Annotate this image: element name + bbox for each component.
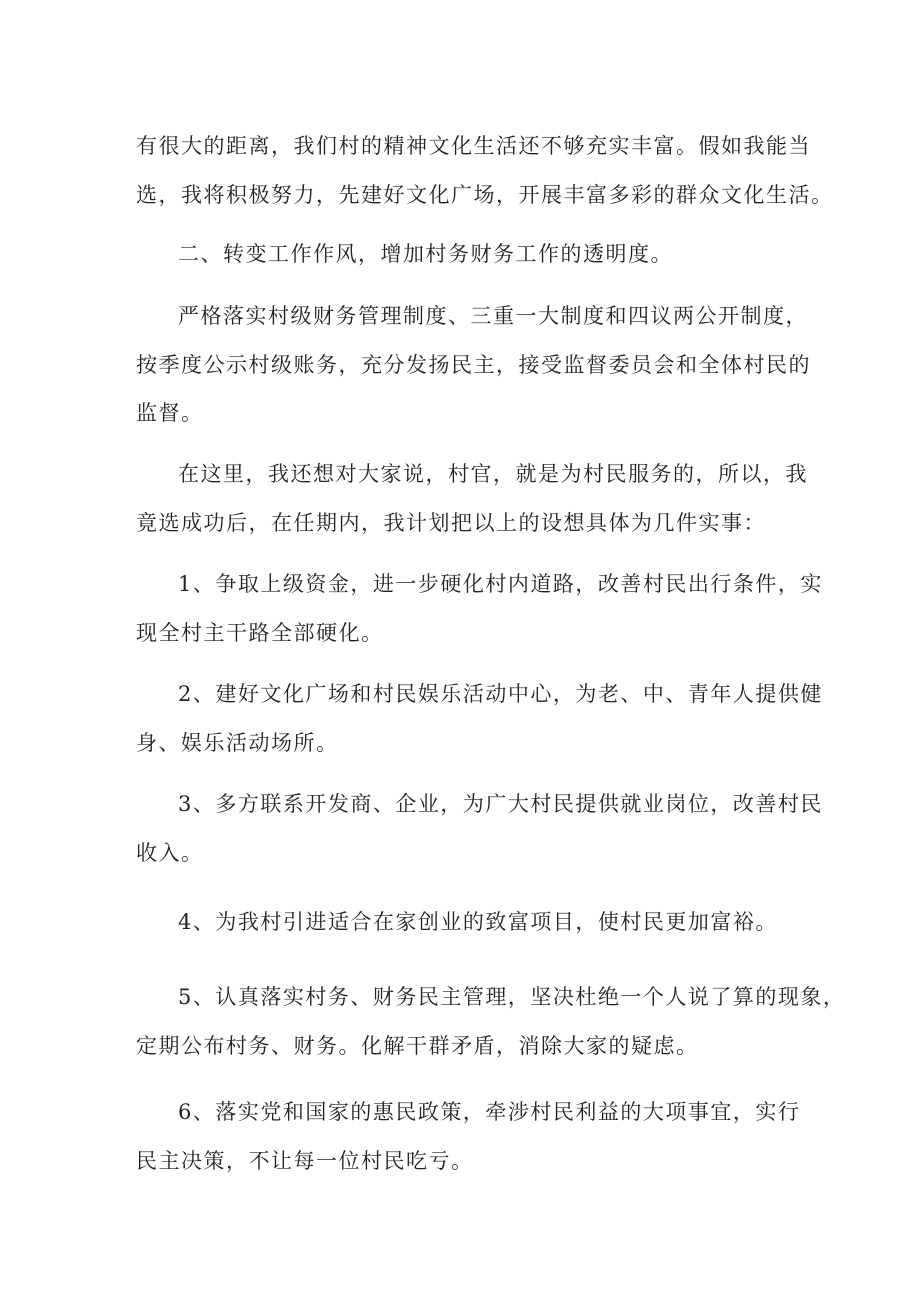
text-line: 按季度公示村级账务，充分发扬民主，接受监督委员会和全体村民的 — [136, 353, 811, 377]
text-line: 现全村主干路全部硬化。 — [136, 621, 384, 645]
text-line: 选，我将积极努力，先建好文化广场，开展丰富多彩的群众文化生活。 — [136, 183, 834, 207]
text-line: 身、娱乐活动场所。 — [136, 731, 339, 755]
text-line: 民主决策，不让每一位村民吃亏。 — [136, 1149, 474, 1173]
text-line: 1、争取上级资金，进一步硬化村内道路，改善村民出行条件，实 — [178, 572, 823, 596]
text-line: 监督。 — [136, 401, 204, 425]
text-line: 严格落实村级财务管理制度、三重一大制度和四议两公开制度， — [178, 304, 808, 328]
text-line: 3、多方联系开发商、企业，为广大村民提供就业岗位，改善村民 — [178, 792, 823, 816]
text-line: 二、转变工作作风，增加村务财务工作的透明度。 — [178, 242, 673, 266]
text-line: 在这里，我还想对大家说，村官，就是为村民服务的，所以，我 — [178, 462, 808, 486]
text-line: 4、为我村引进适合在家创业的致富项目，使村民更加富裕。 — [178, 910, 778, 934]
text-line: 收入。 — [136, 841, 204, 865]
text-line: 2、建好文化广场和村民娱乐活动中心，为老、中、青年人提供健 — [178, 682, 823, 706]
text-line: 竟选成功后，在任期内，我计划把以上的设想具体为几件实事： — [136, 511, 766, 535]
text-line: 定期公布村务、财务。化解干群矛盾，消除大家的疑虑。 — [136, 1034, 699, 1058]
text-line: 有很大的距离，我们村的精神文化生活还不够充实丰富。假如我能当 — [136, 134, 811, 158]
text-line: 6、落实党和国家的惠民政策，牵涉村民利益的大项事宜，实行 — [178, 1100, 801, 1124]
text-line: 5、认真落实村务、财务民主管理，坚决杜绝一个人说了算的现象， — [178, 985, 846, 1009]
